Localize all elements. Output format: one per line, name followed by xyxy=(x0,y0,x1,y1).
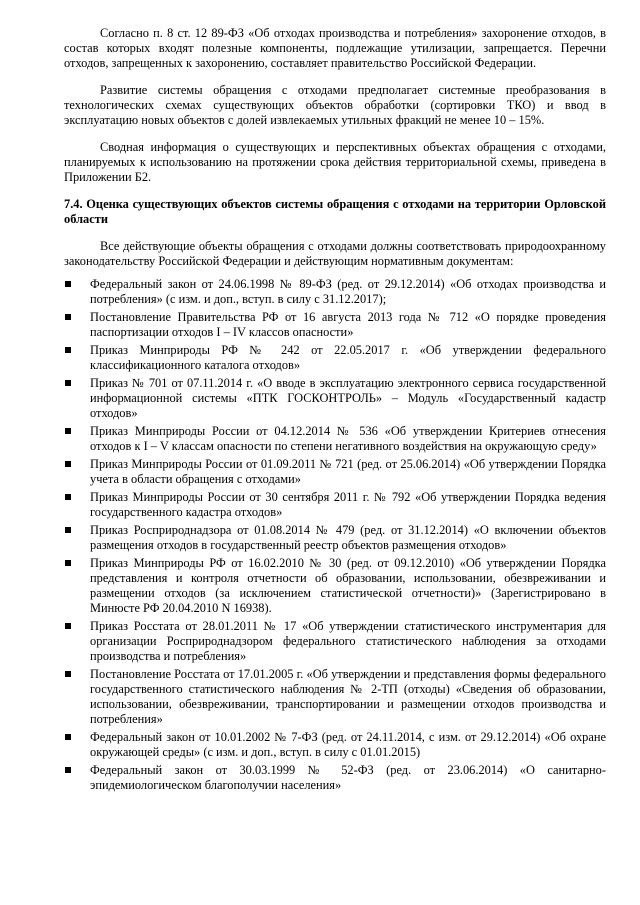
square-bullet-icon xyxy=(65,428,71,434)
list-item-text: Приказ № 701 от 07.11.2014 г. «О вводе в эксплуатацию электронного сервиса государственной информационной системы «ПТК ГОСКОНТРОЛЬ» – Модуль «Государственный кадастр отходов» xyxy=(90,376,606,420)
list-item-text: Федеральный закон от 30.03.1999 № 52-ФЗ (ред. от 23.06.2014) «О санитарно-эпидемиологическом благополучии населения» xyxy=(90,763,606,792)
square-bullet-icon xyxy=(65,281,71,287)
square-bullet-icon xyxy=(65,767,71,773)
list-item xyxy=(64,424,606,454)
list-item xyxy=(64,343,606,373)
list-item-text: Приказ Минприроды России от 01.09.2011 № 721 (ред. от 25.06.2014) «Об утверждении Порядка учета в области обращения с отходами» xyxy=(90,457,606,486)
square-bullet-icon xyxy=(65,347,71,353)
list-item xyxy=(64,490,606,520)
list-item-text: Федеральный закон от 24.06.1998 № 89-ФЗ (ред. от 29.12.2014) «Об отходах производства и потребления» (с изм. и доп., вступ. в силу с 31.12.2017); xyxy=(90,277,606,306)
square-bullet-icon xyxy=(65,461,71,467)
list-item-text: Приказ Минприроды РФ № 242 от 22.05.2017 г. «Об утверждении федерального классификационного каталога отходов» xyxy=(90,343,606,372)
square-bullet-icon xyxy=(65,527,71,533)
list-item xyxy=(64,730,606,760)
list-item xyxy=(64,556,606,616)
square-bullet-icon xyxy=(65,560,71,566)
regulatory-documents-list xyxy=(64,277,606,793)
list-item-text: Приказ Росстата от 28.01.2011 № 17 «Об утверждении статистического инструментария для организации Росприроднадзором федерального статистического наблюдения за отходами производства и потребления» xyxy=(90,619,606,663)
list-item xyxy=(64,619,606,664)
paragraph-intro: Все действующие объекты обращения с отходами должны соответствовать природоохранному законодательству Российской Федерации и действующим нормативным документам: xyxy=(64,239,606,268)
square-bullet-icon xyxy=(65,314,71,320)
square-bullet-icon xyxy=(65,734,71,740)
list-item-text: Постановление Правительства РФ от 16 августа 2013 года № 712 «О порядке проведения паспортизации отходов I – IV классов опасности» xyxy=(90,310,606,339)
list-item-text: Приказ Минприроды РФ от 16.02.2010 № 30 (ред. от 09.12.2010) «Об утверждении Порядка представления и контроля отчетности об образовании, использовании, обезвреживании и размещении отходов (за исключением статистической отчетности)» (Зарегистрировано в Минюсте РФ 20.04.2010 N 16938). xyxy=(90,556,606,615)
square-bullet-icon xyxy=(65,494,71,500)
list-item xyxy=(64,310,606,340)
square-bullet-icon xyxy=(65,623,71,629)
list-item xyxy=(64,376,606,421)
list-item xyxy=(64,457,606,487)
section-heading: 7.4. Оценка существующих объектов системы обращения с отходами на территории Орловской области xyxy=(64,197,606,226)
list-item xyxy=(64,667,606,727)
paragraph-landfill-ban: Согласно п. 8 ст. 12 89-ФЗ «Об отходах производства и потребления» захоронение отходов, в состав которых входят полезные компоненты, подлежащие утилизации, запрещается. Перечни отходов, запрещенных к захоронению, составляет правительство Российской Федерации. xyxy=(64,26,606,70)
square-bullet-icon xyxy=(65,671,71,677)
list-item xyxy=(64,523,606,553)
list-item-text: Федеральный закон от 10.01.2002 № 7-ФЗ (ред. от 24.11.2014, с изм. от 29.12.2014) «Об охране окружающей среды» (с изм. и доп., вступ. в силу с 01.01.2015) xyxy=(90,730,606,759)
list-item-text: Приказ Минприроды России от 30 сентября 2011 г. № 792 «Об утверждении Порядка ведения государственного кадастра отходов» xyxy=(90,490,606,519)
list-item-text: Приказ Росприроднадзора от 01.08.2014 № 479 (ред. от 31.12.2014) «О включении объектов размещения отходов в государственный реестр объектов размещения отходов» xyxy=(90,523,606,552)
paragraph-summary-info: Сводная информация о существующих и перспективных объектах обращения с отходами, планируемых к использованию на протяжении срока действия территориальной схемы, приведена в Приложении Б2. xyxy=(64,140,606,184)
list-item xyxy=(64,277,606,307)
list-item xyxy=(64,763,606,793)
list-item-text: Приказ Минприроды России от 04.12.2014 № 536 «Об утверждении Критериев отнесения отходов к I – V классам опасности по степени негативного воздействия на окружающую среду» xyxy=(90,424,606,453)
paragraph-system-development: Развитие системы обращения с отходами предполагает системные преобразования в технологических схемах существующих объектов обработки (сортировки ТКО) и ввод в эксплуатацию новых объектов с долей извлекаемых утильных фракций не менее 10 – 15%. xyxy=(64,83,606,127)
list-item-text: Постановление Росстата от 17.01.2005 г. «Об утверждении и представления формы федерального государственного статистического наблюдения № 2-ТП (отходы) «Сведения об образовании, использовании, обезвреживании, транспортировании и размещении отходов производства и потребления» xyxy=(90,667,606,726)
square-bullet-icon xyxy=(65,380,71,386)
